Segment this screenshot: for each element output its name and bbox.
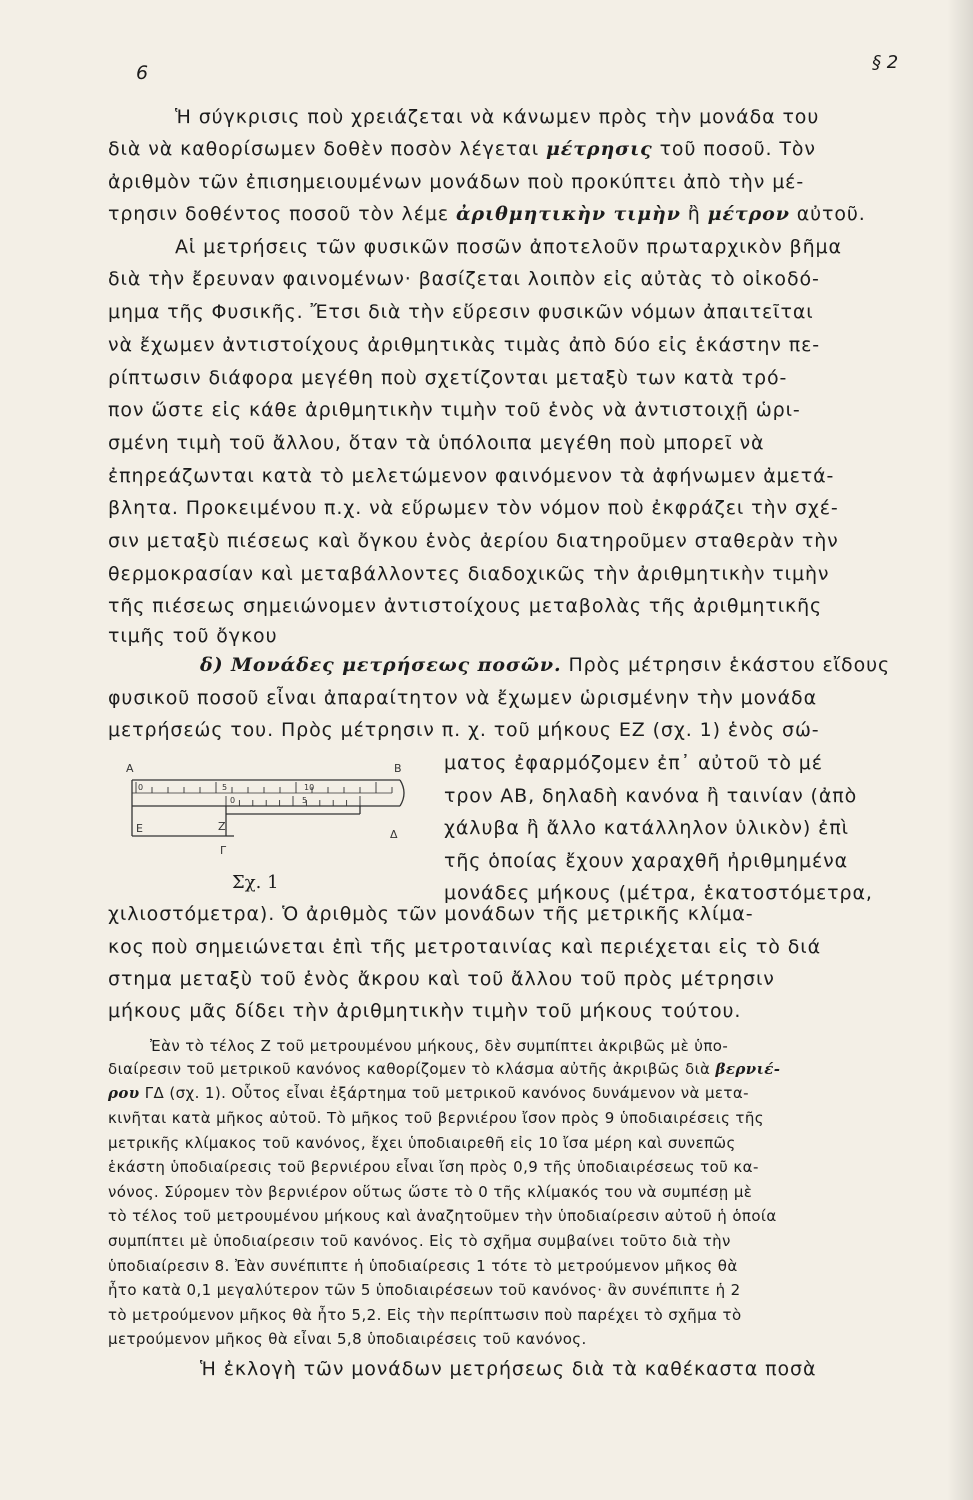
- small-text-line: Ἐὰν τὸ τέλος Ζ τοῦ μετρουμένου μήκους, δὲν συμπίπτει ἀκριβῶς μὲ ὑπο-: [150, 1037, 729, 1055]
- emphasis-term: μέτρον: [707, 203, 790, 225]
- label-E: Ε: [136, 822, 143, 835]
- text-line: θερμοκρασίαν καὶ μεταβάλλοντες διαδοχικῶς τὴν ἀριθμητικὴν τιμὴν: [108, 563, 830, 585]
- text-line: τρον ΑΒ, δηλαδὴ κανόνα ἢ ταινίαν (ἀπὸ: [444, 785, 858, 807]
- text-line: τῆς ὁποίας ἔχουν χαραχθῆ ἠριθμημένα: [444, 850, 849, 872]
- small-text-line: διαίρεσιν τοῦ μετρικοῦ κανόνος καθορίζομεν τὸ κλάσμα αὐτῆς ἀκριβῶς διὰ βερνιέ-: [108, 1060, 781, 1078]
- small-text-line: τὸ τέλος τοῦ μετρουμένου μήκους καὶ ἀναζητοῦμεν τὴν ὑποδιαίρεσιν αὐτοῦ ἡ ὁποία: [108, 1207, 777, 1225]
- text-line: μετρήσεώς του. Πρὸς μέτρησιν π. χ. τοῦ μήκους ΕΖ (σχ. 1) ἑνὸς σώ-: [108, 719, 820, 741]
- text-line: ἐπηρεάζωνται κατὰ τὸ μελετώμενον φαινόμενον τὰ ἀφήνωμεν ἀμετά-: [108, 465, 835, 487]
- subsection-heading: δ) Μονάδες μετρήσεως ποσῶν.: [200, 654, 562, 676]
- text-line: διὰ τὴν ἔρευναν φαινομένων· βασίζεται λοιπὸν εἰς αὐτὰς τὸ οἰκοδό-: [108, 268, 820, 290]
- text-line: βλητα. Προκειμένου π.χ. νὰ εὕρωμεν τὸν νόμον ποὺ ἐκφράζει τὴν σχέ-: [108, 497, 839, 519]
- text-line: μήκους μᾶς δίδει τὴν ἀριθμητικὴν τιμὴν τοῦ μήκους τούτου.: [108, 1000, 742, 1022]
- figure-caption: Σχ. 1: [232, 872, 279, 893]
- small-text-line: ἑκάστη ὑποδιαίρεσις τοῦ βερνιέρου εἶναι ἴση πρὸς 0,9 τῆς ὑποδιαιρέσεως τοῦ κα-: [108, 1158, 759, 1176]
- small-text-line: ρου ΓΔ (σχ. 1). Οὗτος εἶναι ἐξάρτημα τοῦ μετρικοῦ κανόνος δυνάμενον νὰ μετα-: [108, 1084, 749, 1102]
- text-line: διὰ νὰ καθορίσωμεν δοθὲν ποσὸν λέγεται μέτρησις τοῦ ποσοῦ. Τὸν: [108, 138, 816, 160]
- label-D: Δ: [390, 828, 398, 841]
- emphasis-term: ἀριθμητικὴν τιμὴν: [455, 203, 681, 225]
- emphasis-term: μέτρησις: [545, 138, 653, 160]
- text-line: νὰ ἔχωμεν ἀντιστοίχους ἀριθμητικὰς τιμὰς ἀπὸ δύο εἰς ἑκάστην πε-: [108, 334, 821, 356]
- text-line: χάλυβα ἢ ἄλλο κατάλληλον ὑλικὸν) ἐπὶ: [444, 817, 850, 839]
- text-line: δ) Μονάδες μετρήσεως ποσῶν. Πρὸς μέτρησιν ἑκάστου εἴδους: [200, 654, 891, 676]
- page-number: 6: [136, 62, 149, 84]
- label-G: Γ: [220, 844, 227, 857]
- text-line: σμένη τιμὴ τοῦ ἄλλου, ὅταν τὰ ὑπόλοιπα μεγέθη ποὺ μπορεῖ νὰ: [108, 432, 765, 454]
- text-line: φυσικοῦ ποσοῦ εἶναι ἀπαραίτητον νὰ ἔχωμεν ὡρισμένην τὴν μονάδα: [108, 687, 818, 709]
- text-line: χιλιοστόμετρα). Ὁ ἀριθμὸς τῶν μονάδων τῆς μετρικῆς κλίμα-: [108, 903, 754, 925]
- text-line: τιμῆς τοῦ ὄγκου: [108, 625, 278, 647]
- text-line: μημα τῆς Φυσικῆς. Ἔτσι διὰ τὴν εὕρεσιν φυσικῶν νόμων ἀπαιτεῖται: [108, 301, 814, 323]
- label-B: Β: [394, 762, 402, 775]
- scale-number-10: 10: [304, 783, 315, 792]
- text-line: στημα μεταξὺ τοῦ ἑνὸς ἄκρου καὶ τοῦ ἄλλου τοῦ πρὸς μέτρησιν: [108, 968, 775, 990]
- small-text-line: μετρούμενον μῆκος θὰ εἶναι 5,8 ὑποδιαιρέσεις τοῦ κανόνος.: [108, 1330, 587, 1348]
- small-text-line: συμπίπτει μὲ ὑποδιαίρεσιν τοῦ κανόνος. Εἰς τὸ σχῆμα συμβαίνει τοῦτο διὰ τὴν: [108, 1232, 731, 1250]
- text-line: ρίπτωσιν διάφορα μεγέθη ποὺ σχετίζονται μεταξὺ των κατὰ τρό-: [108, 367, 788, 389]
- text-line: μονάδες μήκους (μέτρα, ἑκατοστόμετρα,: [444, 882, 873, 904]
- scale-number-0: 0: [138, 783, 144, 792]
- scale-number-5: 5: [222, 783, 228, 792]
- text-line: σιν μεταξὺ πιέσεως καὶ ὄγκου ἑνὸς ἀερίου διατηροῦμεν σταθερὰν τὴν: [108, 530, 839, 552]
- vernier-figure: [122, 756, 422, 866]
- section-mark: § 2: [872, 52, 899, 73]
- text-line: τῆς πιέσεως σημειώνομεν ἀντιστοίχους μεταβολὰς τῆς ἀριθμητικῆς: [108, 595, 823, 617]
- text-line: ματος ἐφαρμόζομεν ἐπ᾽ αὐτοῦ τὸ μέ: [444, 752, 823, 774]
- text-line: Ἡ σύγκρισις ποὺ χρειάζεται νὰ κάνωμεν πρὸς τὴν μονάδα του: [175, 106, 820, 128]
- page-edge-shadow: [947, 0, 973, 1500]
- small-text-line: τὸ μετρούμενον μῆκος θὰ ἦτο 5,2. Εἰς τὴν περίπτωσιν ποὺ παρέχει τὸ σχῆμα τὸ: [108, 1306, 742, 1324]
- text-line: Ἡ ἐκλογὴ τῶν μονάδων μετρήσεως διὰ τὰ καθέκαστα ποσὰ: [200, 1358, 817, 1380]
- vernier-number-0: 0: [230, 796, 236, 805]
- small-text-line: ὑποδιαίρεσιν 8. Ἐὰν συνέπιπτε ἡ ὑποδιαίρεσις 1 τότε τὸ μετρούμενον μῆκος θὰ: [108, 1257, 738, 1275]
- text-line: κος ποὺ σημειώνεται ἐπὶ τῆς μετροταινίας καὶ περιέχεται εἰς τὸ διά: [108, 936, 821, 958]
- text-line: πον ὥστε εἰς κάθε ἀριθμητικὴν τιμὴν τοῦ ἑνὸς νὰ ἀντιστοιχῇ ὡρι-: [108, 399, 801, 421]
- vernier-number-5: 5: [302, 796, 308, 805]
- small-text-line: μετρικῆς κλίμακος τοῦ κανόνος, ἔχει ὑποδιαιρεθῆ εἰς 10 ἴσα μέρη καὶ συνεπῶς: [108, 1134, 736, 1152]
- emphasis-term: ρου: [108, 1084, 140, 1102]
- small-text-line: ἦτο κατὰ 0,1 μεγαλύτερον τῶν 5 ὑποδιαιρέσεων τοῦ κανόνος· ἂν συνέπιπτε ἡ 2: [108, 1281, 741, 1299]
- emphasis-term: βερνιέ-: [715, 1060, 781, 1078]
- text-line: τρησιν δοθέντος ποσοῦ τὸν λέμε ἀριθμητικὴν τιμὴν ἢ μέτρον αὐτοῦ.: [108, 203, 866, 225]
- small-text-line: νόνος. Σύρομεν τὸν βερνιέρον οὕτως ὥστε τὸ 0 τῆς κλίμακός του νὰ συμπέσῃ μὲ: [108, 1183, 753, 1201]
- label-Z: Ζ: [218, 820, 226, 833]
- text-line: Αἱ μετρήσεις τῶν φυσικῶν ποσῶν ἀποτελοῦν πρωταρχικὸν βῆμα: [175, 236, 842, 258]
- label-A: Α: [126, 762, 134, 775]
- small-text-line: κινῆται κατὰ μῆκος αὐτοῦ. Τὸ μῆκος τοῦ βερνιέρου ἴσον πρὸς 9 ὑποδιαιρέσεις τῆς: [108, 1109, 764, 1127]
- text-line: ἀριθμὸν τῶν ἐπισημειουμένων μονάδων ποὺ προκύπτει ἀπὸ τὴν μέ-: [108, 171, 805, 193]
